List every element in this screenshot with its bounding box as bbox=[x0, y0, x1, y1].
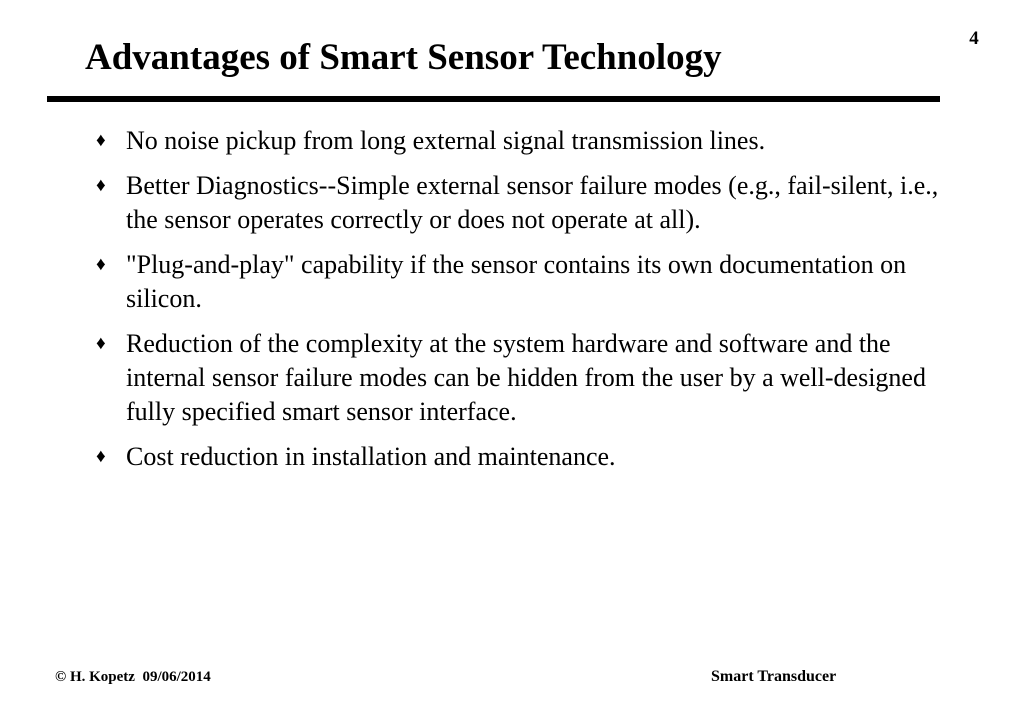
bullet-item bbox=[96, 440, 966, 474]
bullet-list bbox=[96, 124, 966, 485]
bullet-text: "Plug-and-play" capability if the sensor contains its own documentation on silicon. bbox=[126, 250, 907, 313]
bullet-text: Cost reduction in installation and maintenance. bbox=[126, 442, 616, 471]
title-divider bbox=[47, 96, 940, 102]
bullet-item bbox=[96, 327, 966, 429]
diamond-bullet-icon: ♦ bbox=[96, 333, 106, 354]
diamond-bullet-icon: ♦ bbox=[96, 254, 106, 275]
footer-copyright: © H. Kopetz 09/06/2014 bbox=[55, 669, 211, 685]
bullet-item bbox=[96, 169, 966, 237]
bullet-text: No noise pickup from long external signal transmission lines. bbox=[126, 126, 766, 155]
footer-course-title: Smart Transducer bbox=[711, 668, 837, 685]
diamond-bullet-icon: ♦ bbox=[96, 130, 106, 151]
bullet-text: Better Diagnostics--Simple external sensor failure modes (e.g., fail-silent, i.e., the sensor operates correctly or does not operate at all). bbox=[126, 171, 939, 234]
diamond-bullet-icon: ♦ bbox=[96, 446, 106, 467]
diamond-bullet-icon: ♦ bbox=[96, 175, 106, 196]
bullet-text: Reduction of the complexity at the system hardware and software and the internal sensor failure modes can be hidden from the user by a well-designed fully specified smart sensor interface. bbox=[126, 329, 926, 426]
bullet-item bbox=[96, 248, 966, 316]
page-number: 4 bbox=[969, 28, 979, 49]
slide-title: Advantages of Smart Sensor Technology bbox=[85, 37, 722, 78]
bullet-item bbox=[96, 124, 966, 158]
